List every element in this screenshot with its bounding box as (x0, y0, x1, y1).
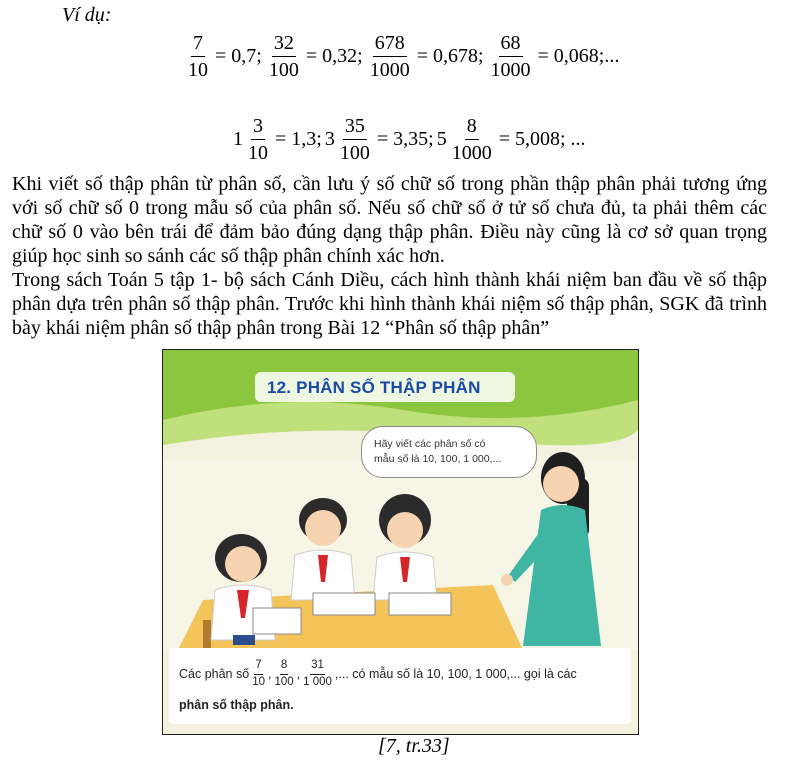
numerator: 32 (272, 33, 296, 57)
fraction (489, 33, 533, 80)
mixed-whole: 5 (436, 128, 447, 150)
citation-caption: [7, tr.33] (378, 735, 450, 757)
decimal-result: = 0,068;... (537, 45, 620, 67)
note-prefix: Các phân số (179, 667, 250, 681)
denominator: 100 (339, 142, 370, 164)
denominator: 1000 (369, 59, 410, 81)
mixed-whole: 3 (324, 128, 335, 150)
numerator: 8 (465, 116, 479, 140)
numerator: 7 (191, 33, 205, 57)
decimal-result: = 3,35; (376, 128, 434, 150)
decimal-result: = 5,008; ... (498, 128, 586, 150)
decimal-result: = 0,7; (215, 45, 262, 67)
lesson-title: 12. PHÂN SỐ THẬP PHÂN (267, 378, 481, 397)
note-separator: ,... có mẫu số là 10, 100, 1 000,... gọi là các (334, 667, 577, 681)
fraction (267, 33, 301, 80)
example-label: Ví dụ: (62, 4, 112, 26)
fraction (368, 33, 412, 80)
numerator: 678 (373, 33, 407, 57)
fraction (246, 116, 270, 163)
note-denominator: 10 (252, 675, 265, 688)
fraction (338, 116, 372, 163)
note-fraction (302, 660, 333, 688)
note-fraction (273, 660, 294, 688)
paragraph-1: Khi viết số thập phân từ phân số, cần lưu ý số chữ số trong phần thập phân phải tương ứng với số chữ số 0 trong mẫu số của phân số. Nếu số chữ số ở tử số chưa đủ, ta phải thêm các chữ số 0 vào bên trái để đảm bảo đúng dạng thập phân. Điều này cũng là cơ sở quan trọng giúp học sinh so sánh các số thập phân chính xác hơn. (12, 173, 767, 267)
speech-bubble (361, 426, 537, 478)
numerator: 3 (251, 116, 265, 140)
note-numerator: 8 (280, 660, 288, 675)
definition-note (169, 648, 631, 724)
note-numerator: 7 (254, 660, 262, 675)
note-numerator: 31 (310, 660, 325, 675)
note-line-1 (179, 660, 577, 688)
numerator: 68 (499, 33, 523, 57)
decimal-result: = 0,32; (305, 45, 363, 67)
note-separator: , (267, 667, 272, 681)
equation-row-1 (184, 33, 622, 80)
note-fraction (251, 660, 266, 688)
fraction (186, 33, 210, 80)
note-separator: , (296, 667, 301, 681)
denominator: 10 (248, 142, 268, 164)
denominator: 1000 (490, 59, 531, 81)
decimal-result: = 1,3; (275, 128, 322, 150)
numerator: 35 (343, 116, 367, 140)
mixed-whole: 1 (233, 128, 243, 150)
bubble-line-1: Hãy viết các phân số có (374, 438, 486, 450)
denominator: 10 (188, 59, 208, 81)
bubble-line-2: mẫu số là 10, 100, 1 000,... (374, 453, 502, 465)
equation-row-2 (233, 116, 589, 163)
denominator: 100 (268, 59, 299, 81)
fraction (450, 116, 494, 163)
denominator: 1000 (451, 142, 492, 164)
decimal-result: = 0,678; (416, 45, 484, 67)
paragraph-2: Trong sách Toán 5 tập 1- bộ sách Cánh Diều, cách hình thành khái niệm ban đầu về số thập phân dựa trên phân số thập phân. Trước khi hình thành khái niệm số thập phân, SGK đã trình bày khái niệm phân số thập phân trong Bài 12 “Phân số thập phân” (12, 269, 767, 339)
note-definition-bold: phân số thập phân. (179, 698, 294, 712)
note-denominator: 1 000 (303, 675, 332, 688)
note-denominator: 100 (274, 675, 294, 688)
textbook-illustration (162, 349, 639, 735)
